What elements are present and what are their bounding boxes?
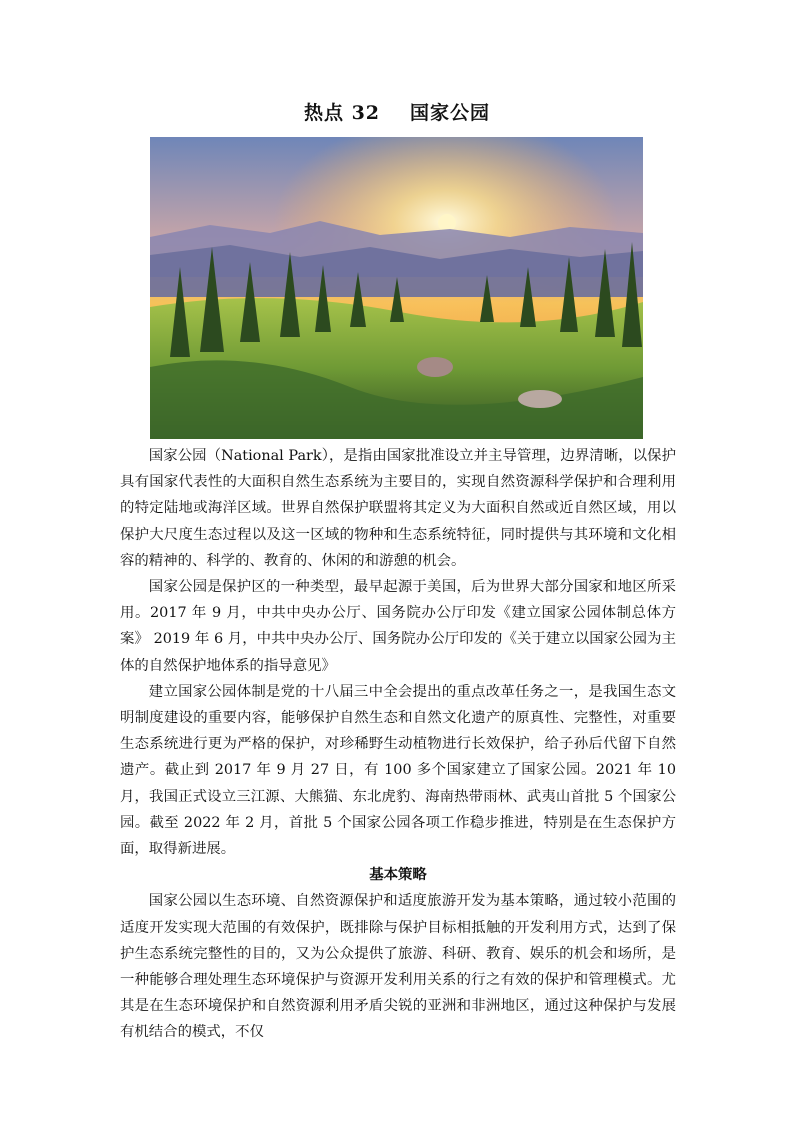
title-label: 热点 32 (303, 102, 381, 124)
rock (417, 357, 453, 377)
section-heading: 基本策略 (369, 866, 427, 884)
page-title (0, 98, 794, 125)
paragraph-definition: 国家公园（National Park），是指由国家批准设立并主导管理，边界清晰，以保护具有国家代表性的大面积自然生态系统为主要目的，实现自然资源科学保护和合理利用的特定陆地或海洋区域。世界自然保护联盟将其定义为大面积自然或近自然区域，用以保护大尺度生态过程以及这一区域的物种和生态系统特征，同时提供与其环境和文化相容的精神的、科学的、教育的、休闲的和游憩的机会。 (120, 448, 676, 569)
rock (518, 390, 562, 408)
paragraph-history: 国家公园是保护区的一种类型，最早起源于美国，后为世界大部分国家和地区所采用。2017 年 9 月，中共中央办公厅、国务院办公厅印发《建立国家公园体制总体方案》 2019 年 6 月，中共中央办公厅、国务院办公厅印发的《关于建立以国家公园为主体的自然保护地体系的指导意见》 (120, 579, 676, 674)
paragraph-strategy: 国家公园以生态环境、自然资源保护和适度旅游开发为基本策略，通过较小范围的适度开发实现大范围的有效保护，既排除与保护目标相抵触的开发利用方式，达到了保护生态系统完整性的目的，又为公众提供了旅游、科研、教育、娱乐的机会和场所，是一种能够合理处理生态环境保护与资源开发利用关系的行之有效的保护和管理模式。尤其是在生态环境保护和自然资源利用矛盾尖锐的亚洲和非洲地区，通过这种保护与发展有机结合的模式，不仅 (120, 893, 676, 1041)
sunset-forest-illustration (150, 137, 643, 439)
article-body (120, 443, 676, 1046)
national-park-photo (150, 137, 643, 439)
title-text: 国家公园 (410, 102, 491, 124)
paragraph-system: 建立国家公园体制是党的十八届三中全会提出的重点改革任务之一，是我国生态文明制度建设的重要内容，能够保护自然生态和自然文化遗产的原真性、完整性，对重要生态系统进行更为严格的保护，对珍稀野生动植物进行长效保护，给子孙后代留下自然遗产。截止到 2017 年 9 月 27 日，有 100 多个国家建立了国家公园。2021 年 10 月，我国正式设立三江源、大熊猫、东北虎豹、海南热带雨林、武夷山首批 5 个国家公园。截至 2022 年 2 月，首批 5 个国家公园各项工作稳步推进，特别是在生态保护方面，取得新进展。 (120, 683, 676, 858)
